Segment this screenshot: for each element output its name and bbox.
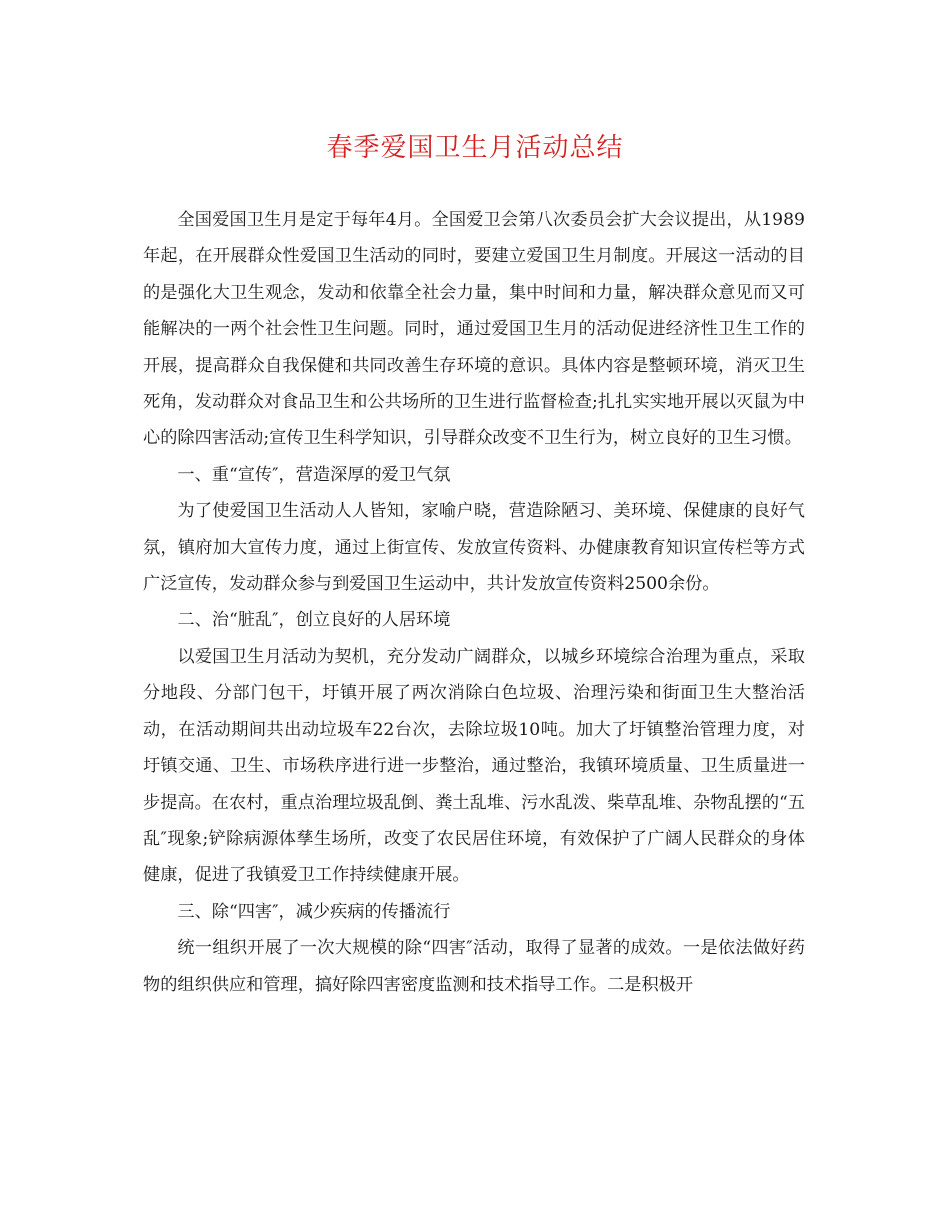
section-heading-environment: 二、治“脏乱″，创立良好的人居环境 [177,610,451,631]
document-title: 春季爱国卫生月活动总结 [326,133,624,163]
section-heading-four-pests: 三、除“四害″，减少疾病的传播流行 [177,901,451,922]
document-body [143,202,805,1003]
four-pests-paragraph: 统一组织开展了一次大规模的除“四害″活动，取得了显著的成效。一是依法做好药物的组织供应和管理，搞好除四害密度监测和技术指导工作。二是积极开 [143,938,805,995]
environment-paragraph: 以爱国卫生月活动为契机，充分发动广阔群众，以城乡环境综合治理为重点，采取分地段、分部门包干，圩镇开展了两次消除白色垃圾、治理污染和街面卫生大整治活动，在活动期间共出动垃圾车22台次，去除垃圾10吨。加大了圩镇整治管理力度，对圩镇交通、卫生、市场秩序进行进一步整治，通过整治，我镇环境质量、卫生质量进一步提高。在农村，重点治理垃圾乱倒、粪土乱堆、污水乱泼、柴草乱堆、杂物乱摆的“五乱″现象;铲除病源体孳生场所，改变了农民居住环境，有效保护了广阔人民群众的身体健康，促进了我镇爱卫工作持续健康开展。 [143,646,805,886]
intro-paragraph: 全国爱国卫生月是定于每年4月。全国爱卫会第八次委员会扩大会议提出，从1989年起，在开展群众性爱国卫生活动的同时，要建立爱国卫生月制度。开展这一活动的目的是强化大卫生观念，发动和依靠全社会力量，集中时间和力量，解决群众意见而又可能解决的一两个社会性卫生问题。同时，通过爱国卫生月的活动促进经济性卫生工作的开展，提高群众自我保健和共同改善生存环境的意识。具体内容是整顿环境，消灭卫生死角，发动群众对食品卫生和公共场所的卫生进行监督检查;扎扎实实地开展以灭鼠为中心的除四害活动;宣传卫生科学知识，引导群众改变不卫生行为，树立良好的卫生习惯。 [143,210,805,449]
section-heading-publicity: 一、重“宣传″，营造深厚的爱卫气氛 [177,464,451,485]
publicity-paragraph: 为了使爱国卫生活动人人皆知，家喻户晓，营造除陋习、美环境、保健康的良好气氛，镇府加大宣传力度，通过上街宣传、发放宣传资料、办健康教育知识宣传栏等方式广泛宣传，发动群众参与到爱国卫生运动中，共计发放宣传资料2500余份。 [143,501,805,595]
